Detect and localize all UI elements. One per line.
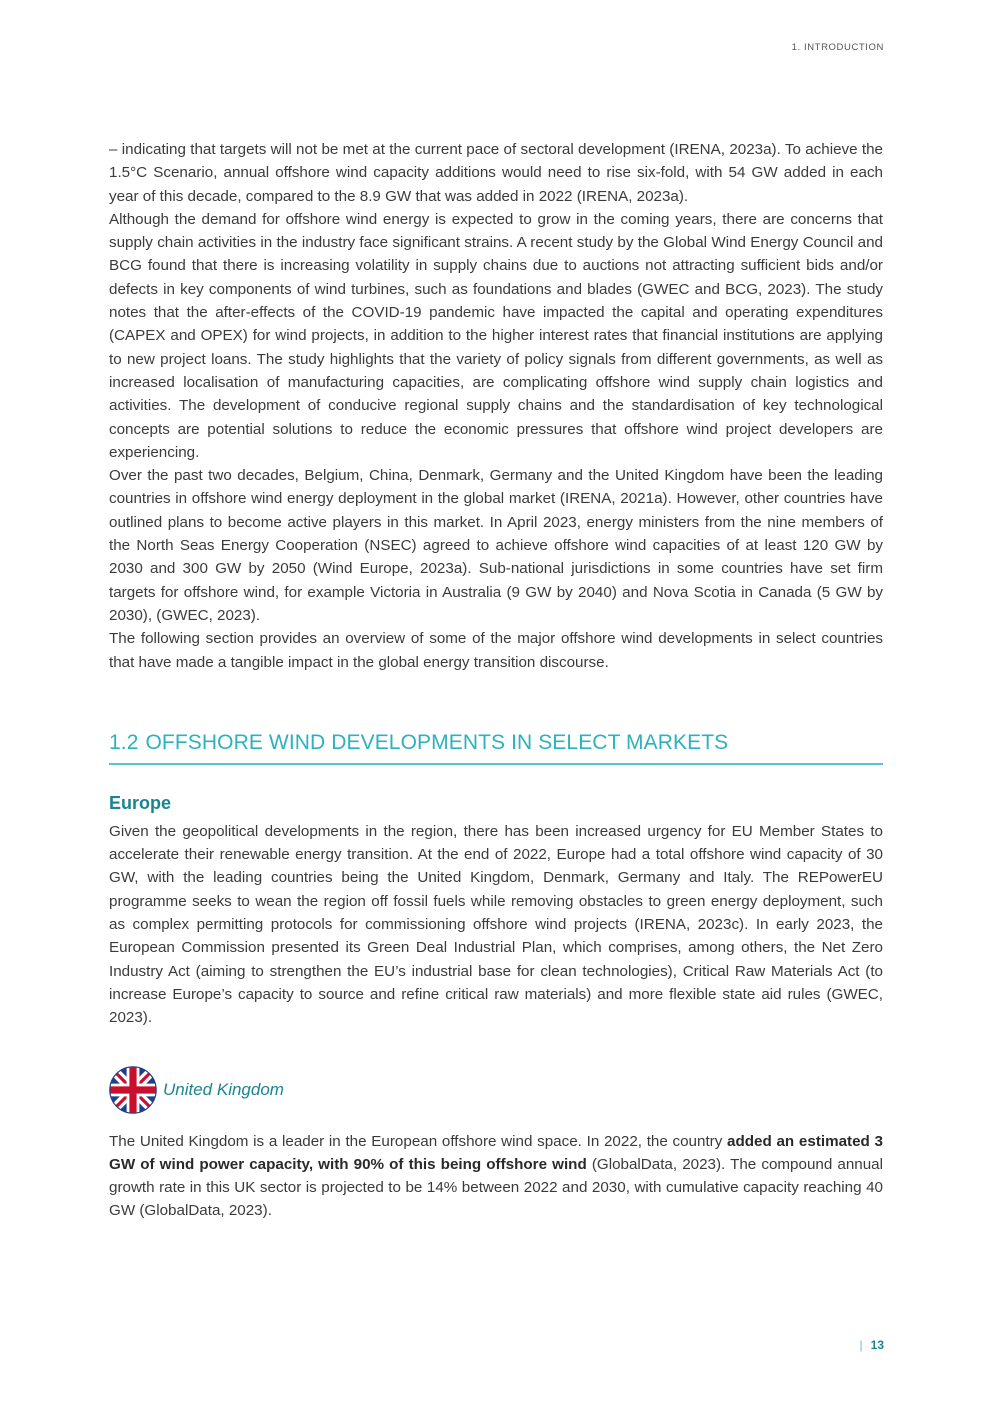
page-content xyxy=(109,138,883,1223)
paragraph-1: – indicating that targets will not be met at the current pace of sectoral development (IRENA, 2023a). To achieve the 1.5°C Scenario, annual offshore wind capacity additions would need to rise six-fold, with 54 GW added in each year of this decade, compared to the 8.9 GW that was added in 2022 (IRENA, 2023a). xyxy=(109,141,883,205)
uk-text-post: (GlobalData, 2023). The compound annual growth rate in this UK sector is projected to be 14% between 2022 and 2030, with cumulative capacity reaching 40 GW (GlobalData, 2023). xyxy=(109,1155,883,1220)
country-name: United Kingdom xyxy=(163,1079,284,1099)
uk-flag-icon xyxy=(109,1066,157,1114)
running-head: 1. INTRODUCTION xyxy=(791,42,884,53)
section-title: OFFSHORE WIND DEVELOPMENTS IN SELECT MARKETS xyxy=(145,730,729,754)
page-number xyxy=(860,1338,884,1352)
page-number-divider: | xyxy=(859,1338,863,1352)
section-number: 1.2 xyxy=(109,730,139,754)
paragraph-3: Over the past two decades, Belgium, China, Denmark, Germany and the United Kingdom have been the leading countries in offshore wind energy deployment in the global market (IRENA, 2021a). However, other countries have outlined plans to become active players in this market. In April 2023, energy ministers from the nine members of the North Seas Energy Cooperation (NSEC) agreed to achieve offshore wind capacities of at least 120 GW by 2030 and 300 GW by 2050 (Wind Europe, 2023a). Sub-national jurisdictions in some countries have set firm targets for offshore wind, for example Victoria in Australia (9 GW by 2040) and Nova Scotia in Canada (5 GW by 2030), (GWEC, 2023). xyxy=(109,467,883,624)
region-heading-europe: Europe xyxy=(109,792,172,813)
page-number-value: 13 xyxy=(870,1338,884,1352)
section-heading xyxy=(109,731,883,765)
uk-text-pre: The United Kingdom is a leader in the European offshore wind space. In 2022, the country xyxy=(109,1132,728,1150)
uk-paragraph xyxy=(109,1130,883,1223)
country-heading-uk xyxy=(109,1066,883,1114)
uk-text-highlight: added an estimated 3 GW of wind power capacity, with 90% of this being offshore wind xyxy=(109,1132,883,1173)
paragraph-2: Although the demand for offshore wind energy is expected to grow in the coming years, there are concerns that supply chain activities in the industry face significant strains. A recent study by the Global Wind Energy Council and BCG found that there is increasing volatility in supply chains due to auctions not attracting sufficient bids and/or defects in key components of wind turbines, such as foundations and blades (GWEC and BCG, 2023). The study notes that the after-effects of the COVID-19 pandemic have impacted the capital and operating expenditures (CAPEX and OPEX) for wind projects, in addition to the higher interest rates that financial institutions are applying to new project loans. The study highlights that the variety of policy signals from different governments, as well as increased localisation of manufacturing capacities, are complicating offshore wind supply chain logistics and activities. The development of conducive regional supply chains and the standardisation of key technological concepts are potential solutions to reduce the economic pressures that offshore wind project developers are experiencing. xyxy=(109,210,883,461)
paragraph-4: The following section provides an overview of some of the major offshore wind developments in select countries that have made a tangible impact in the global energy transition discourse. xyxy=(109,630,883,671)
europe-paragraph: Given the geopolitical developments in the region, there has been increased urgency for EU Member States to accelerate their renewable energy transition. At the end of 2022, Europe had a total offshore wind capacity of 30 GW, with the leading countries being the United Kingdom, Denmark, Germany and Italy. The REPowerEU programme seeks to wean the region off fossil fuels while removing obstacles to green energy deployment, such as complex permitting protocols for commissioning offshore wind projects (IRENA, 2023c). In early 2023, the European Commission presented its Green Deal Industrial Plan, which comprises, among others, the Net Zero Industry Act (aiming to strengthen the EU’s industrial base for clean technologies), Critical Raw Materials Act (to increase Europe’s capacity to source and refine critical raw materials) and more flexible state aid rules (GWEC, 2023). xyxy=(109,822,883,1027)
